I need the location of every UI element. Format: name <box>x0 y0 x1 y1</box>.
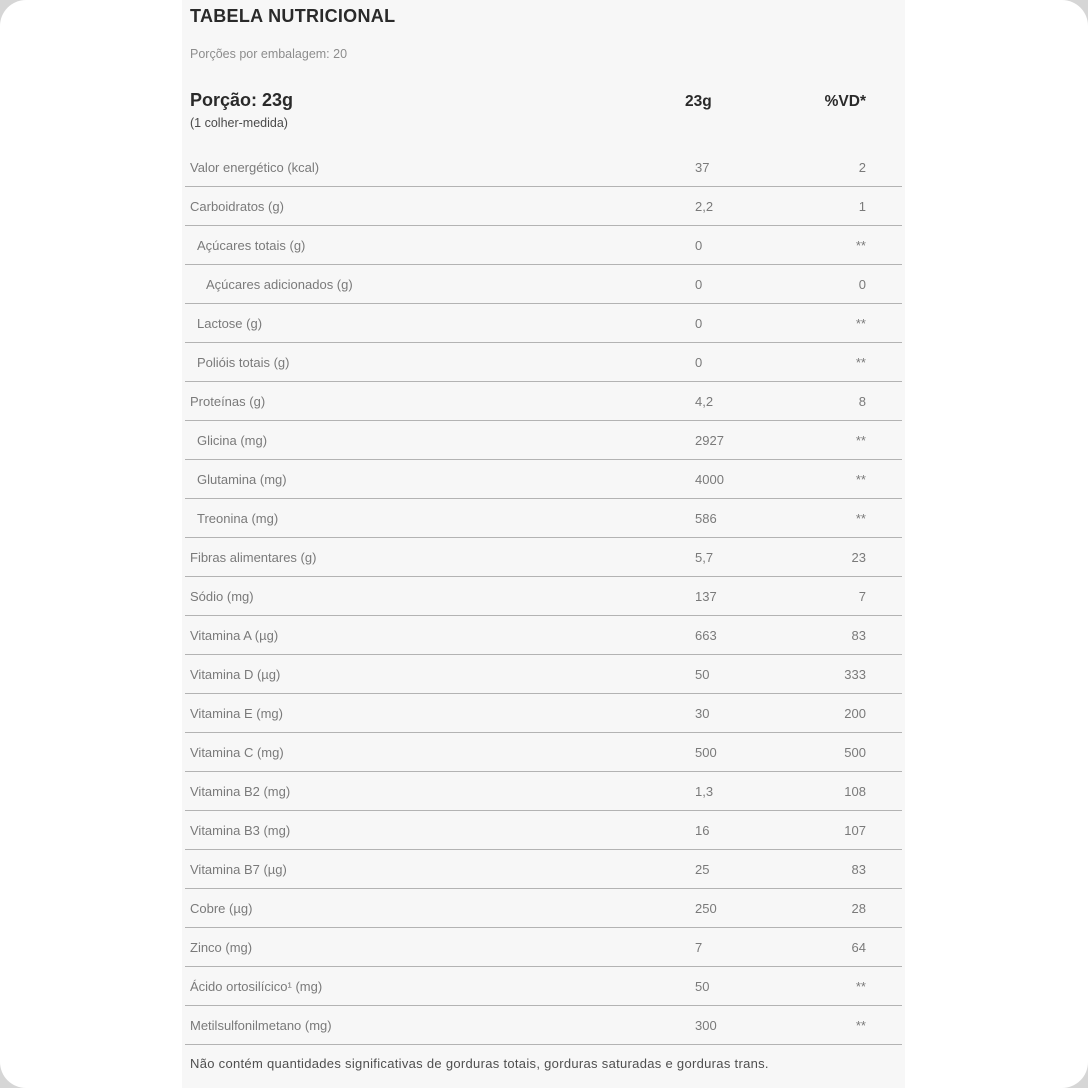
table-row <box>185 811 902 850</box>
row-label: Valor energético (kcal) <box>190 159 320 175</box>
row-amount: 0 <box>695 354 703 370</box>
row-label: Lactose (g) <box>197 315 263 331</box>
row-label: Proteínas (g) <box>190 393 266 409</box>
table-row <box>185 226 902 265</box>
table-row <box>185 616 902 655</box>
row-label: Vitamina E (mg) <box>190 705 283 721</box>
row-dv: 200 <box>844 705 866 721</box>
row-dv: ** <box>855 978 866 994</box>
table-row <box>185 772 902 811</box>
nutrition-table-panel <box>182 0 905 1088</box>
row-amount: 7 <box>695 939 703 955</box>
row-dv: ** <box>855 471 866 487</box>
row-amount: 4000 <box>695 471 724 487</box>
row-dv: ** <box>855 354 866 370</box>
table-row <box>185 304 902 343</box>
row-dv: 2 <box>858 159 866 175</box>
row-amount: 4,2 <box>695 393 714 409</box>
table-row <box>185 265 902 304</box>
table-row <box>185 538 902 577</box>
row-dv: 500 <box>844 744 866 760</box>
row-label: Fibras alimentares (g) <box>190 549 317 565</box>
row-amount: 5,7 <box>695 549 714 565</box>
table-row <box>185 1006 902 1045</box>
row-amount: 500 <box>695 744 717 760</box>
row-dv: ** <box>855 237 866 253</box>
row-label: Metilsulfonilmetano (mg) <box>190 1017 332 1033</box>
table-row <box>185 889 902 928</box>
footnote: Não contém quantidades significativas de gorduras totais, gorduras saturadas e gorduras trans. <box>190 1056 769 1071</box>
table-row <box>185 577 902 616</box>
row-amount: 50 <box>695 978 710 994</box>
row-label: Carboidratos (g) <box>190 198 284 214</box>
row-dv: 108 <box>844 783 866 799</box>
row-dv: 83 <box>851 861 866 877</box>
row-label: Glutamina (mg) <box>197 471 287 487</box>
row-label: Treonina (mg) <box>197 510 279 526</box>
column-header-amount: 23g <box>685 93 712 110</box>
row-dv: 8 <box>858 393 866 409</box>
row-amount: 16 <box>695 822 710 838</box>
row-amount: 250 <box>695 900 717 916</box>
row-dv: 23 <box>851 549 866 565</box>
table-row <box>185 967 902 1006</box>
row-amount: 30 <box>695 705 710 721</box>
row-dv: ** <box>855 510 866 526</box>
row-label: Vitamina A (µg) <box>190 627 279 643</box>
row-label: Vitamina D (µg) <box>190 666 281 682</box>
row-amount: 2,2 <box>695 198 714 214</box>
row-label: Açúcares totais (g) <box>197 237 306 253</box>
table-row <box>185 421 902 460</box>
row-label: Ácido ortosilícico¹ (mg) <box>190 978 323 994</box>
row-dv: 333 <box>844 666 866 682</box>
table-title: TABELA NUTRICIONAL <box>190 6 396 26</box>
row-amount: 0 <box>695 276 703 292</box>
column-header-daily-value: %VD* <box>824 93 866 110</box>
row-dv: 64 <box>851 939 866 955</box>
row-label: Vitamina B7 (µg) <box>190 861 287 877</box>
row-label: Zinco (mg) <box>190 939 253 955</box>
row-label: Vitamina B2 (mg) <box>190 783 291 799</box>
row-dv: 107 <box>844 822 866 838</box>
row-dv: 0 <box>858 276 866 292</box>
row-dv: 83 <box>851 627 866 643</box>
row-amount: 137 <box>695 588 717 604</box>
row-amount: 0 <box>695 237 703 253</box>
row-amount: 300 <box>695 1017 717 1033</box>
row-label: Polióis totais (g) <box>197 354 290 370</box>
row-label: Vitamina C (mg) <box>190 744 284 760</box>
row-dv: 1 <box>858 198 866 214</box>
portion-measure-note: (1 colher-medida) <box>190 116 288 130</box>
row-label: Vitamina B3 (mg) <box>190 822 291 838</box>
row-dv: 28 <box>851 900 866 916</box>
table-row <box>185 928 902 967</box>
row-label: Cobre (µg) <box>190 900 253 916</box>
table-row <box>185 694 902 733</box>
row-dv: ** <box>855 1017 866 1033</box>
nutrition-rows <box>185 148 902 1045</box>
row-dv: ** <box>855 432 866 448</box>
row-amount: 25 <box>695 861 710 877</box>
row-amount: 2927 <box>695 432 724 448</box>
row-amount: 663 <box>695 627 717 643</box>
row-amount: 37 <box>695 159 710 175</box>
row-label: Sódio (mg) <box>190 588 254 604</box>
row-amount: 586 <box>695 510 717 526</box>
table-row <box>185 655 902 694</box>
portion-size-label: Porção: 23g <box>190 90 294 110</box>
table-row <box>185 382 902 421</box>
table-row <box>185 460 902 499</box>
table-row <box>185 343 902 382</box>
servings-per-package: Porções por embalagem: 20 <box>190 47 348 61</box>
table-row <box>185 148 902 187</box>
table-row <box>185 733 902 772</box>
table-row <box>185 850 902 889</box>
row-amount: 0 <box>695 315 703 331</box>
row-dv: 7 <box>858 588 866 604</box>
row-dv: ** <box>855 315 866 331</box>
row-amount: 1,3 <box>695 783 714 799</box>
row-label: Açúcares adicionados (g) <box>206 276 353 292</box>
row-amount: 50 <box>695 666 710 682</box>
row-label: Glicina (mg) <box>197 432 268 448</box>
table-row <box>185 187 902 226</box>
table-row <box>185 499 902 538</box>
